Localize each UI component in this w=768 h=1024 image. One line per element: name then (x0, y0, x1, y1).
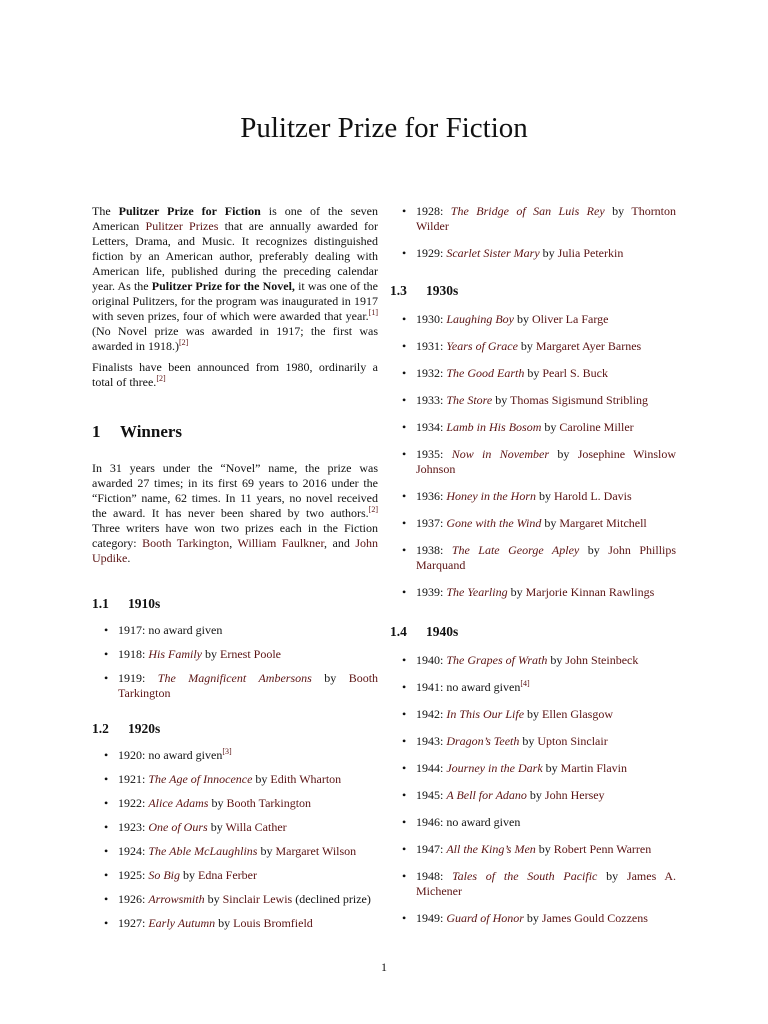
book-title-link[interactable]: Years of Grace (446, 339, 518, 353)
list-item (390, 842, 676, 857)
subsection-heading (92, 721, 378, 736)
intro-text: The (92, 204, 119, 218)
by-label: by (207, 892, 220, 906)
list-item (390, 312, 676, 327)
list-item (92, 647, 378, 662)
by-label: by (210, 820, 223, 834)
by-label: by (544, 420, 557, 434)
book-title-link[interactable]: Tales of the South Pacific (452, 869, 598, 883)
book-title-link[interactable]: Lamb in His Bosom (446, 420, 542, 434)
by-label: by (255, 772, 268, 786)
subsection-title: 1910s (128, 596, 161, 611)
year-label: 1917: (118, 623, 146, 637)
by-label: by (545, 761, 558, 775)
list-item (390, 516, 676, 531)
by-label: by (517, 312, 530, 326)
winners-text: Three writers have won two prizes each in the Fiction category: (92, 521, 378, 550)
book-title-link[interactable]: One of Ours (148, 820, 208, 834)
item-note: (declined prize) (292, 892, 371, 906)
book-title-link[interactable]: Honey in the Horn (446, 489, 536, 503)
author-link[interactable]: James A. Michener (416, 869, 676, 898)
list-item (390, 420, 676, 435)
by-label: by (606, 869, 619, 883)
list-item (390, 788, 676, 803)
author-link[interactable]: James Gould Cozzens (541, 911, 648, 925)
finalists-paragraph (92, 360, 378, 390)
by-label: by (495, 393, 508, 407)
list-item (390, 246, 676, 261)
page-number: 1 (381, 960, 387, 974)
book-title-link[interactable]: The Able McLaughlins (148, 844, 258, 858)
author-link[interactable]: John Hersey (544, 788, 605, 802)
author-link[interactable]: Harold L. Davis (554, 489, 632, 503)
list-item (92, 623, 378, 638)
year-label: 1932: (416, 366, 444, 380)
year-label: 1939: (416, 585, 444, 599)
book-title-link[interactable]: The Grapes of Wrath (446, 653, 548, 667)
book-title-link[interactable]: The Magnificent Ambersons (157, 671, 312, 685)
list-item (390, 680, 676, 695)
intro-text: that are annually awarded for Letters, Drama, and Music. It recognizes distinguished fiction by an American author, preferably dealing with American life, published during the preceding calendar year. As the (92, 219, 378, 293)
list-item (390, 653, 676, 668)
section-number: 1 (92, 422, 101, 441)
list-item (92, 772, 378, 787)
list-item (390, 734, 676, 749)
author-link[interactable]: Pearl S. Buck (542, 366, 609, 380)
list-item (390, 585, 676, 600)
list-item (390, 815, 676, 830)
year-label: 1941: (416, 680, 444, 694)
by-label: by (510, 585, 523, 599)
by-label: by (538, 842, 551, 856)
year-label: 1948: (416, 869, 444, 883)
author-link[interactable]: Edna Ferber (198, 868, 257, 882)
author-link[interactable]: Martin Flavin (560, 761, 627, 775)
by-label: by (211, 796, 224, 810)
list-item (92, 671, 378, 701)
winners-paragraph (92, 461, 378, 566)
author-link[interactable]: Booth Tarkington (226, 796, 312, 810)
reference-link[interactable]: [1] (368, 308, 378, 317)
list-item (390, 707, 676, 722)
list-item (92, 820, 378, 835)
by-label: by (324, 671, 337, 685)
section-title: Winners (120, 422, 183, 441)
subsection-title: 1940s (426, 624, 459, 639)
by-label: by (205, 647, 218, 661)
book-title-link[interactable]: The Yearling (446, 585, 508, 599)
author-link[interactable]: Marjorie Kinnan Rawlings (525, 585, 655, 599)
by-label: by (260, 844, 273, 858)
year-label: 1928: (416, 204, 444, 218)
section-heading-winners (92, 424, 378, 439)
finalists-text: Finalists have been announced from 1980, ordinarily a total of three. (92, 360, 378, 389)
year-label: 1921: (118, 772, 146, 786)
by-label: by (527, 366, 540, 380)
author-link[interactable]: Caroline Miller (559, 420, 634, 434)
intro-bold-term: Pulitzer Prize for Fiction (118, 204, 261, 218)
book-title-link[interactable]: Dragon’s Teeth (446, 734, 520, 748)
by-label: by (522, 734, 535, 748)
book-title-link[interactable]: Alice Adams (148, 796, 209, 810)
by-label: by (539, 489, 551, 503)
list-item (390, 543, 676, 573)
year-label: 1944: (416, 761, 444, 775)
right-sections (390, 204, 676, 926)
list-item (390, 869, 676, 899)
by-label: by (218, 916, 231, 930)
author-link[interactable]: Thomas Sigismund Stribling (510, 393, 649, 407)
left-column (92, 204, 378, 940)
book-title-link[interactable]: The Bridge of San Luis Rey (450, 204, 605, 218)
author-link[interactable]: Margaret Ayer Barnes (535, 339, 642, 353)
author-link[interactable]: John Updike (92, 536, 378, 565)
list-item (390, 339, 676, 354)
subsection-number: 1.3 (390, 283, 407, 298)
book-title-link[interactable]: In This Our Life (446, 707, 525, 721)
pulitzer-prizes-link[interactable]: Pulitzer Prizes (145, 219, 219, 233)
year-label: 1930: (416, 312, 444, 326)
left-sections (92, 596, 378, 931)
author-link[interactable]: Edith Wharton (270, 772, 342, 786)
by-label: by (183, 868, 196, 882)
by-label: by (544, 516, 557, 530)
author-link[interactable]: John Steinbeck (565, 653, 639, 667)
intro-text: it was one of the original Pulitzers, for the program was inaugurated in 1917 with seven prizes, four of which were awarded that year. (92, 279, 379, 323)
subsection-title: 1920s (128, 721, 161, 736)
author-link[interactable]: Ernest Poole (220, 647, 282, 661)
winners-list (390, 204, 676, 261)
book-title-link[interactable]: The Store (446, 393, 493, 407)
intro-text: is one of the seven American (92, 204, 378, 233)
book-title-link[interactable]: So Big (148, 868, 181, 882)
year-label: 1935: (416, 447, 444, 461)
list-item (390, 911, 676, 926)
reference-link[interactable]: [3] (222, 747, 232, 756)
author-link[interactable]: Margaret Mitchell (559, 516, 647, 530)
by-label: by (550, 653, 563, 667)
book-title-link[interactable]: Arrowsmith (148, 892, 205, 906)
no-award-note: no award given (148, 623, 223, 637)
list-item (92, 892, 378, 907)
reference-link[interactable]: [4] (520, 679, 530, 688)
book-title-link[interactable]: Early Autumn (148, 916, 216, 930)
page-title: Pulitzer Prize for Fiction (240, 112, 528, 144)
year-label: 1937: (416, 516, 444, 530)
year-label: 1940: (416, 653, 444, 667)
separator: . (127, 551, 131, 565)
year-label: 1938: (416, 543, 444, 557)
author-link[interactable]: Oliver La Farge (532, 312, 609, 326)
year-label: 1929: (416, 246, 444, 260)
author-link[interactable]: Sinclair Lewis (222, 892, 293, 906)
list-item (390, 447, 676, 477)
year-label: 1922: (118, 796, 146, 810)
list-item (390, 761, 676, 776)
year-label: 1945: (416, 788, 444, 802)
list-item (92, 844, 378, 859)
by-label: by (587, 543, 600, 557)
year-label: 1946: (416, 815, 444, 829)
by-label: by (529, 788, 542, 802)
list-item (92, 916, 378, 931)
year-label: 1933: (416, 393, 444, 407)
year-label: 1926: (118, 892, 146, 906)
right-column (390, 204, 676, 938)
book-title-link[interactable]: Gone with the Wind (446, 516, 542, 530)
subsection-heading (390, 624, 676, 639)
book-title-link[interactable]: A Bell for Adano (446, 788, 527, 802)
book-title-link[interactable]: His Family (148, 647, 203, 661)
author-link[interactable]: William Faulkner (237, 536, 325, 550)
author-link[interactable]: Margaret Wilson (275, 844, 357, 858)
author-link[interactable]: Booth Tarkington (142, 536, 230, 550)
year-label: 1927: (118, 916, 146, 930)
subsection-heading (390, 283, 676, 298)
subsection-title: 1930s (426, 283, 459, 298)
no-award-note: no award given (446, 815, 521, 829)
subsection-heading (92, 596, 378, 611)
book-title-link[interactable]: Journey in the Dark (446, 761, 543, 775)
year-label: 1925: (118, 868, 146, 882)
book-title-link[interactable]: The Good Earth (446, 366, 525, 380)
winners-list (92, 623, 378, 701)
year-label: 1949: (416, 911, 444, 925)
book-title-link[interactable]: The Age of Innocence (148, 772, 253, 786)
author-link[interactable]: Josephine Winslow Johnson (416, 447, 677, 476)
author-link[interactable]: Louis Bromfield (233, 916, 313, 930)
no-award-note: no award given (446, 680, 521, 694)
list-item (92, 748, 378, 763)
no-award-note: no award given (148, 748, 223, 762)
year-label: 1919: (118, 671, 146, 685)
subsection-number: 1.4 (390, 624, 407, 639)
intro-text: (No Novel prize was awarded in 1917; the first was awarded in 1918.) (92, 324, 378, 353)
list-item (390, 393, 676, 408)
author-link[interactable]: Robert Penn Warren (553, 842, 652, 856)
year-label: 1934: (416, 420, 444, 434)
winners-text: In 31 years under the “Novel” name, the prize was awarded 27 times; in its first 69 years to 2016 under the “Fiction” name, 62 times. In 11 years, no novel received the award. It has never been shared by two authors. (92, 461, 378, 520)
year-label: 1936: (416, 489, 444, 503)
year-label: 1924: (118, 844, 146, 858)
subsection-number: 1.1 (92, 596, 109, 611)
list-item (92, 868, 378, 883)
subsection-number: 1.2 (92, 721, 109, 736)
year-label: 1943: (416, 734, 444, 748)
reference-link[interactable]: [2] (368, 505, 378, 514)
by-label: by (612, 204, 625, 218)
reference-link[interactable]: [2] (156, 374, 166, 383)
winners-list (390, 312, 676, 600)
year-label: 1947: (416, 842, 444, 856)
by-label: by (520, 339, 533, 353)
by-label: by (557, 447, 570, 461)
author-link[interactable]: Julia Peterkin (557, 246, 624, 260)
year-label: 1920: (118, 748, 146, 762)
author-link[interactable]: Ellen Glasgow (542, 707, 614, 721)
winners-list (92, 748, 378, 931)
list-item (390, 366, 676, 381)
book-title-link[interactable]: Guard of Honor (446, 911, 524, 925)
book-title-link[interactable]: Scarlet Sister Mary (446, 246, 540, 260)
book-title-link[interactable]: The Late George Apley (451, 543, 580, 557)
author-link[interactable]: Upton Sinclair (537, 734, 608, 748)
intro-paragraph (92, 204, 378, 354)
year-label: 1923: (118, 820, 146, 834)
list-item (390, 489, 676, 504)
year-label: 1918: (118, 647, 146, 661)
intro-bold-term: Pulitzer Prize for the Novel, (151, 279, 295, 293)
book-title-link[interactable]: All the King’s Men (446, 842, 536, 856)
book-title-link[interactable]: Now in November (451, 447, 550, 461)
year-label: 1931: (416, 339, 444, 353)
separator: , and (324, 536, 356, 550)
by-label: by (526, 911, 539, 925)
winners-list (390, 653, 676, 926)
author-link[interactable]: Booth Tarkington (118, 671, 379, 700)
reference-link[interactable]: [2] (178, 338, 189, 347)
book-title-link[interactable]: Laughing Boy (446, 312, 515, 326)
separator: , (229, 536, 238, 550)
year-label: 1942: (416, 707, 444, 721)
list-item (92, 796, 378, 811)
author-link[interactable]: John Phillips Marquand (416, 543, 677, 572)
author-link[interactable]: Willa Cather (225, 820, 287, 834)
by-label: by (542, 246, 555, 260)
list-item (390, 204, 676, 234)
author-link[interactable]: Thornton Wilder (416, 204, 677, 233)
by-label: by (527, 707, 540, 721)
